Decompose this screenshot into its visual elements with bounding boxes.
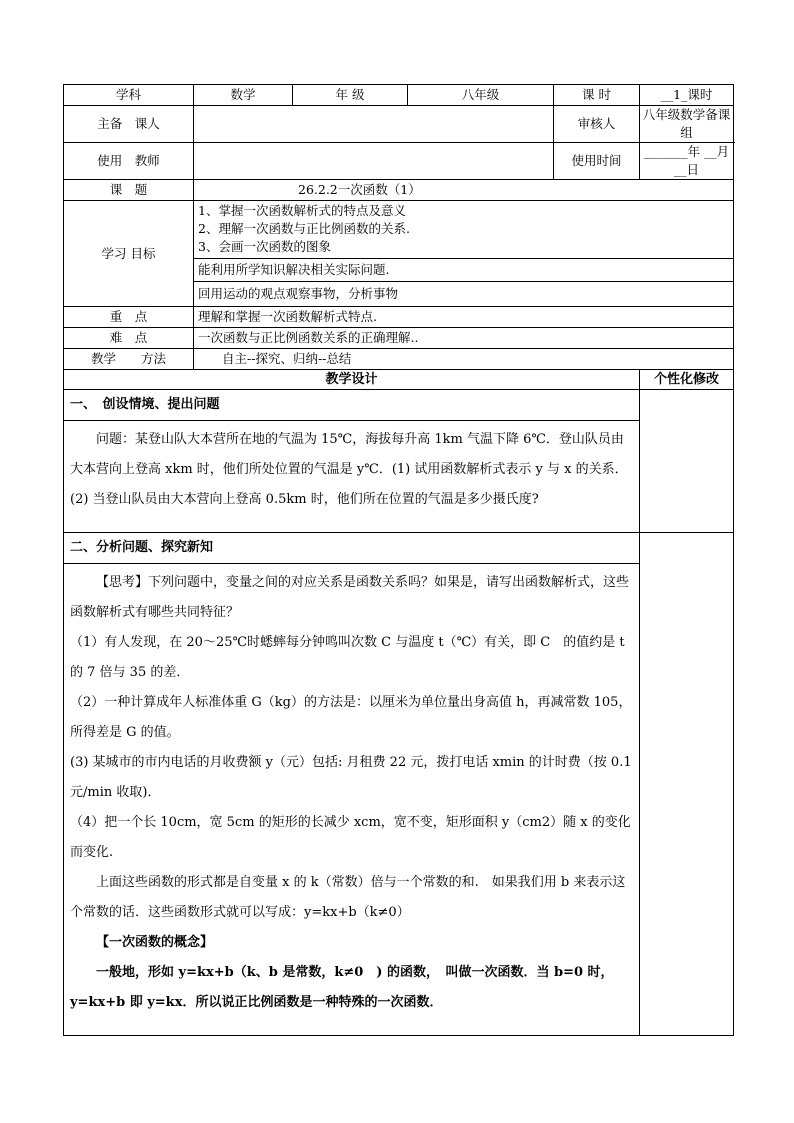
difficulty-value: 一次函数与正比例函数关系的正确理解.. <box>194 328 734 349</box>
section1-title: 一、 创设情境、提出问题 <box>64 390 640 421</box>
goals-row <box>64 201 734 307</box>
problem-item-2: （2）一种计算成年人标准体重 G（kg）的方法是：以厘米为单位量出身高值 h，再减常数 105，所得差是 G 的值。 <box>70 695 632 740</box>
reviewer-value: 八年级数学备课组 <box>640 106 734 143</box>
think-paragraph: 【思考】下列问题中，变量之间的对应关系是函数关系吗？如果是，请写出函数解析式，这些函数解析式有哪些共同特征？ <box>70 575 630 620</box>
topic-row <box>64 180 734 201</box>
key-point-label: 重 点 <box>64 307 194 328</box>
info-row-2 <box>64 106 734 143</box>
difficulty-label: 难 点 <box>64 328 194 349</box>
grade-label: 年 级 <box>293 85 408 106</box>
goal-line: 回用运动的观点观察事物，分析事物 <box>198 286 399 301</box>
method-value: 自主--探究、归纳--总结 <box>194 349 734 370</box>
goals-label: 学习 目标 <box>64 201 194 307</box>
subject-label: 学科 <box>64 85 194 106</box>
subject-value: 数学 <box>194 85 293 106</box>
preparer-value <box>194 106 554 143</box>
info-row-1 <box>64 85 734 106</box>
grade-value: 八年级 <box>408 85 554 106</box>
problem-item-1: （1）有人发现，在 20～25℃时蟋蟀每分钟鸣叫次数 C 与温度 t（℃）有关，即 C 的值约是 t 的 7 倍与 35 的差． <box>70 635 625 680</box>
hours-label: 课 时 <box>554 85 640 106</box>
section1-problem: 问题：某登山队大本营所在地的气温为 15℃，海拔每升高 1km 气温下降 6℃．登山队员由大本营向上登高 xkm 时，他们所处位置的气温是 y℃．(1) 试用函数解析式表示 y 与 x 的关系．(2) 当登山队员由大本营向上登高 0.5km 时，他们所在位置的气温是多少摄氏度? <box>70 432 628 507</box>
section1-title-row <box>64 390 734 421</box>
usage-time-value: _______年 __月 __日 <box>640 143 734 180</box>
personal-title: 个性化修改 <box>640 370 734 390</box>
concept-title: 【一次函数的概念】 <box>96 935 214 950</box>
topic-label: 课 题 <box>64 180 194 201</box>
usage-time-label: 使用时间 <box>554 143 640 180</box>
section1-notes <box>640 390 734 533</box>
key-point-row <box>64 307 734 328</box>
lesson-plan-table <box>63 84 734 1036</box>
section2-notes <box>640 533 734 1036</box>
goal-line: 3、会画一次函数的图象 <box>194 238 733 259</box>
design-title: 教学设计 <box>64 370 640 390</box>
design-header-row <box>64 370 734 390</box>
topic-value: 26.2.2一次函数（1） <box>194 180 734 201</box>
section1-body-row <box>64 421 734 533</box>
method-row <box>64 349 734 370</box>
goal-line: 2、理解一次函数与正比例函数的关系. <box>198 221 410 236</box>
problem-item-4: （4）把一个长 10cm，宽 5cm 的矩形的长减少 xcm，宽不变，矩形面积 y（cm2）随 x 的变化而变化. <box>70 815 631 860</box>
concept-text: 一般地，形如 y=kx+b（k、b 是常数，k≠0 ) 的函数， 叫做一次函数．当 b=0 时，y=kx+b 即 y=kx．所以说正比例函数是一种特殊的一次函数． <box>70 965 614 1010</box>
goal-line: 1、掌握一次函数解析式的特点及意义 <box>198 203 406 218</box>
lesson-plan-page <box>63 84 733 1036</box>
key-point-value: 理解和掌握一次函数解析式特点. <box>194 307 734 328</box>
preparer-label: 主备 课人 <box>64 106 194 143</box>
section2-title-row <box>64 533 734 564</box>
hours-value: __1_课时 <box>640 85 734 106</box>
teacher-value <box>194 143 554 180</box>
section2-title: 二、分析问题、探究新知 <box>64 533 640 564</box>
teacher-label: 使用 教师 <box>64 143 194 180</box>
summary-paragraph: 上面这些函数的形式都是自变量 x 的 k（常数）倍与一个常数的和. 如果我们用 b 来表示这个常数的话．这些函数形式就可以写成：y=kx+b（k≠0） <box>70 875 626 920</box>
problem-item-3: (3) 某城市的市内电话的月收费额 y（元）包括: 月租费 22 元，拨打电话 xmin 的计时费（按 0.1元/min 收取)． <box>70 755 632 800</box>
reviewer-label: 审核人 <box>554 106 640 143</box>
section2-body-row <box>64 564 734 1036</box>
method-label: 教学 方法 <box>64 349 194 370</box>
goal-line: 能利用所学知识解决相关实际问题. <box>194 259 733 282</box>
difficulty-row <box>64 328 734 349</box>
info-row-3 <box>64 143 734 180</box>
